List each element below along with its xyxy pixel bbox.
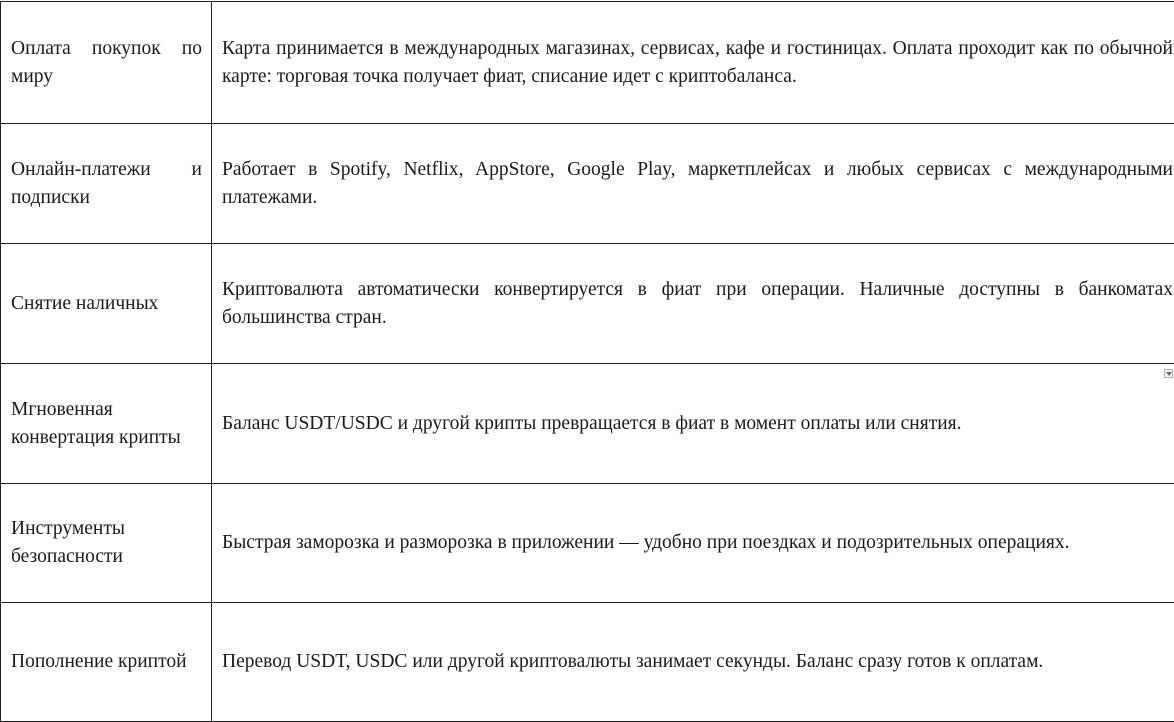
features-table: [0, 1, 1174, 722]
table-row: [1, 244, 1174, 364]
description-cell: Быстрая заморозка и разморозка в приложении — удобно при поездках и подозрительных операциях.: [212, 484, 1174, 603]
table-row: [1, 484, 1174, 603]
description-cell: Криптовалюта автоматически конвертируется в фиат при операции. Наличные доступны в банкоматах большинства стран.: [212, 244, 1174, 364]
feature-cell: Инструменты безопасности: [1, 484, 212, 603]
feature-cell: Мгновенная конвертация крипты: [1, 364, 212, 484]
description-cell: Карта принимается в международных магазинах, сервисах, кафе и гостиницах. Оплата проходит как по обычной карте: торговая точка получает фиат, списание идет с криптобаланса.: [212, 2, 1174, 124]
feature-cell: Оплата покупок по миру: [1, 2, 212, 124]
table-row: [1, 2, 1174, 124]
feature-cell: Онлайн-платежи и подписки: [1, 124, 212, 244]
description-cell: Перевод USDT, USDC или другой криптовалюты занимает секунды. Баланс сразу готов к оплатам.: [212, 603, 1174, 722]
table-row: [1, 364, 1174, 484]
feature-cell: Пополнение криптой: [1, 603, 212, 722]
description-cell: Баланс USDT/USDC и другой крипты превращается в фиат в момент оплаты или снятия.: [212, 364, 1174, 484]
table-row: [1, 603, 1174, 722]
description-cell: Работает в Spotify, Netflix, AppStore, Google Play, маркетплейсах и любых сервисах с международными платежами.: [212, 124, 1174, 244]
table-resize-handle-icon[interactable]: [1164, 369, 1173, 378]
feature-cell: Снятие наличных: [1, 244, 212, 364]
table-row: [1, 124, 1174, 244]
